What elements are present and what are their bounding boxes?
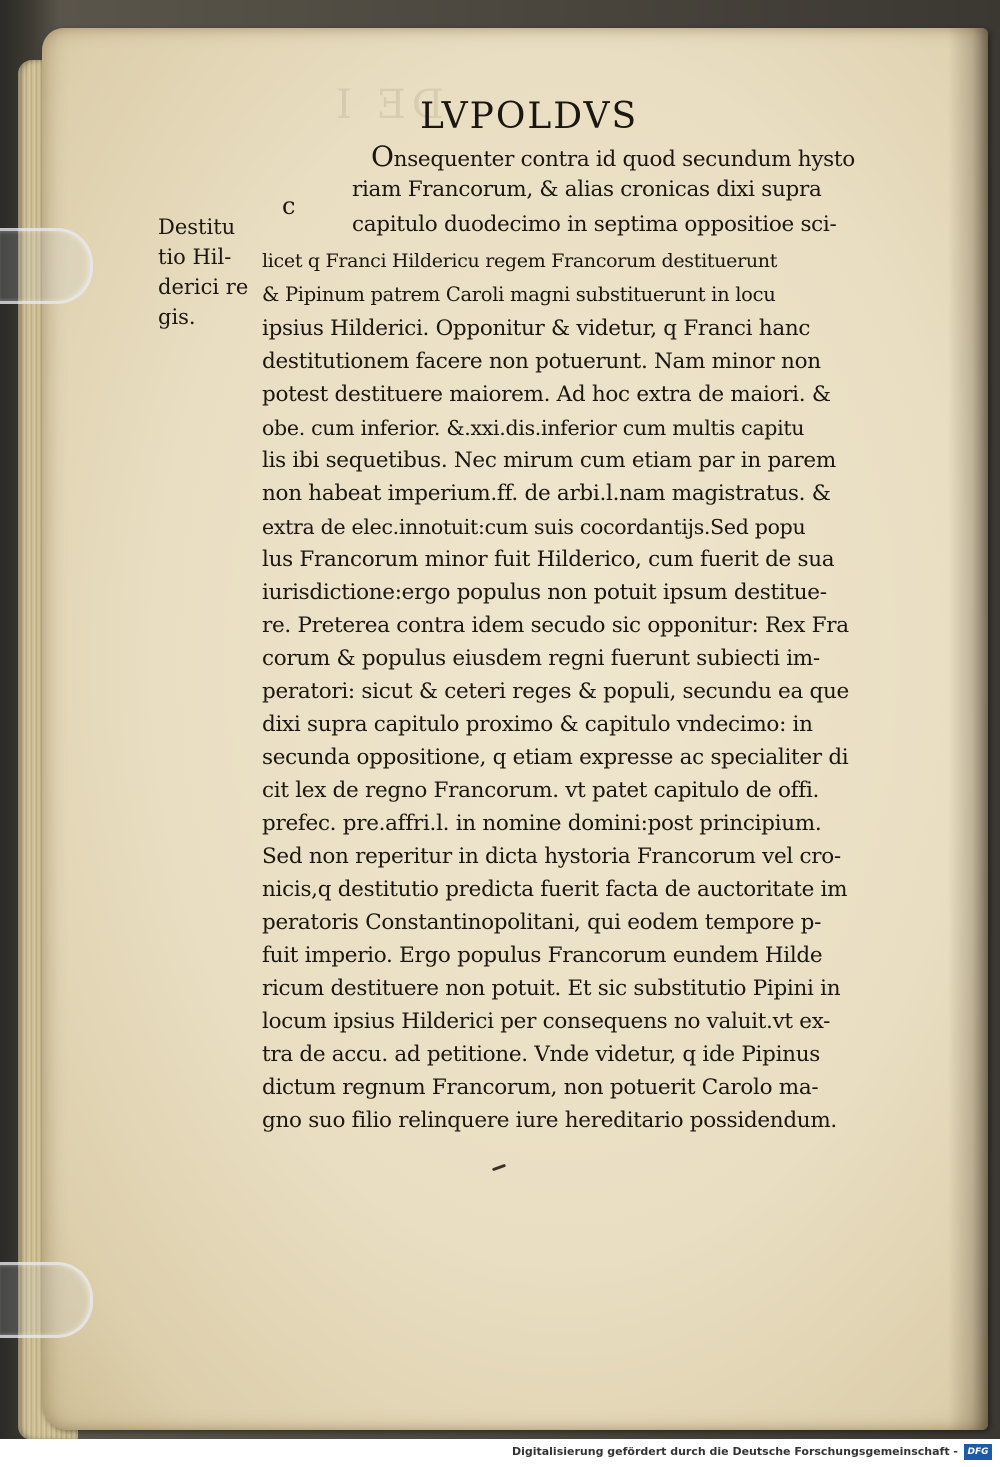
marginal-line: gis. [158, 305, 196, 329]
text-line: Sed non reperitur in dicta hystoria Francorum vel cro- [262, 844, 841, 869]
footer-credit: Digitalisierung gefördert durch die Deutsche Forschungsgemeinschaft - [511, 1445, 958, 1458]
text-line: potest destituere maiorem. Ad hoc extra de maiori. & [262, 382, 831, 407]
text-line: peratori: sicut & ceteri reges & populi, secundu ea que [262, 679, 849, 704]
text-line: destitutionem facere non potuerunt. Nam minor non [262, 349, 821, 374]
section-marker: c [282, 192, 296, 220]
text-line: locum ipsius Hilderici per consequens no valuit.vt ex- [262, 1009, 831, 1034]
text-line: extra de elec.innotuit:cum suis cocordantijs.Sed popu [262, 515, 806, 539]
text-line: corum & populus eiusdem regni fuerunt subiecti im- [262, 646, 820, 671]
footer-bar [0, 1439, 1000, 1467]
text-line: peratoris Constantinopolitani, qui eodem tempore p- [262, 910, 822, 935]
text-line: dictum regnum Francorum, non potuerit Carolo ma- [262, 1075, 819, 1100]
text-line: non habeat imperium.ff. de arbi.l.nam magistratus. & [262, 481, 831, 506]
marginal-line: Destitu [158, 215, 236, 239]
text-line: lis ibi sequetibus. Nec mirum cum etiam par in parem [262, 448, 836, 473]
bleed-through: DE I [330, 82, 444, 128]
marginal-line: derici re [158, 275, 249, 299]
text-line: cit lex de regno Francorum. vt patet capitulo de offi. [262, 778, 820, 803]
text-line: iurisdictione:ergo populus non potuit ipsum destitue- [262, 580, 827, 605]
text-line: obe. cum inferior. &.xxi.dis.inferior cum multis capitu [262, 416, 805, 440]
text-line: capitulo duodecimo in septima oppositioe sci- [352, 212, 837, 237]
text-line: prefec. pre.affri.l. in nomine domini:post principium. [262, 811, 822, 836]
text-line: re. Preterea contra idem secudo sic opponitur: Rex Fra [262, 613, 849, 638]
text-line: Onsequenter contra id quod secundum hysto [371, 140, 855, 173]
text-line: fuit imperio. Ergo populus Francorum eundem Hilde [262, 943, 823, 968]
dfg-logo-icon: DFG [964, 1444, 992, 1460]
text-line: ricum destituere non potuit. Et sic substitutio Pipini in [262, 976, 841, 1001]
running-head: LVPOLDVS [420, 96, 639, 137]
text-line: & Pipinum patrem Caroli magni substituerunt in locu [262, 283, 776, 306]
text-line: riam Francorum, & alias cronicas dixi supra [352, 177, 822, 202]
text-line: licet q Franci Hildericu regem Francorum destituerunt [262, 250, 778, 272]
text-line: gno suo filio relinquere iure hereditario possidendum. [262, 1108, 837, 1133]
text-line: nicis,q destitutio predicta fuerit facta de auctoritate im [262, 877, 848, 902]
text-line: lus Francorum minor fuit Hilderico, cum fuerit de sua [262, 547, 835, 572]
page-clip-top [0, 228, 93, 304]
text-line: ipsius Hilderici. Opponitur & videtur, q Franci hanc [262, 316, 811, 341]
text-line: tra de accu. ad petitione. Vnde videtur, q ide Pipinus [262, 1042, 821, 1067]
page-clip-bottom [0, 1262, 93, 1338]
gutter-shadow [948, 28, 988, 1430]
text-line: secunda oppositione, q etiam expresse ac specialiter di [262, 745, 849, 770]
marginal-note [158, 212, 253, 332]
drop-initial: O [371, 140, 394, 173]
text-line: dixi supra capitulo proximo & capitulo vndecimo: in [262, 712, 813, 737]
marginal-line: tio Hil- [158, 245, 232, 269]
